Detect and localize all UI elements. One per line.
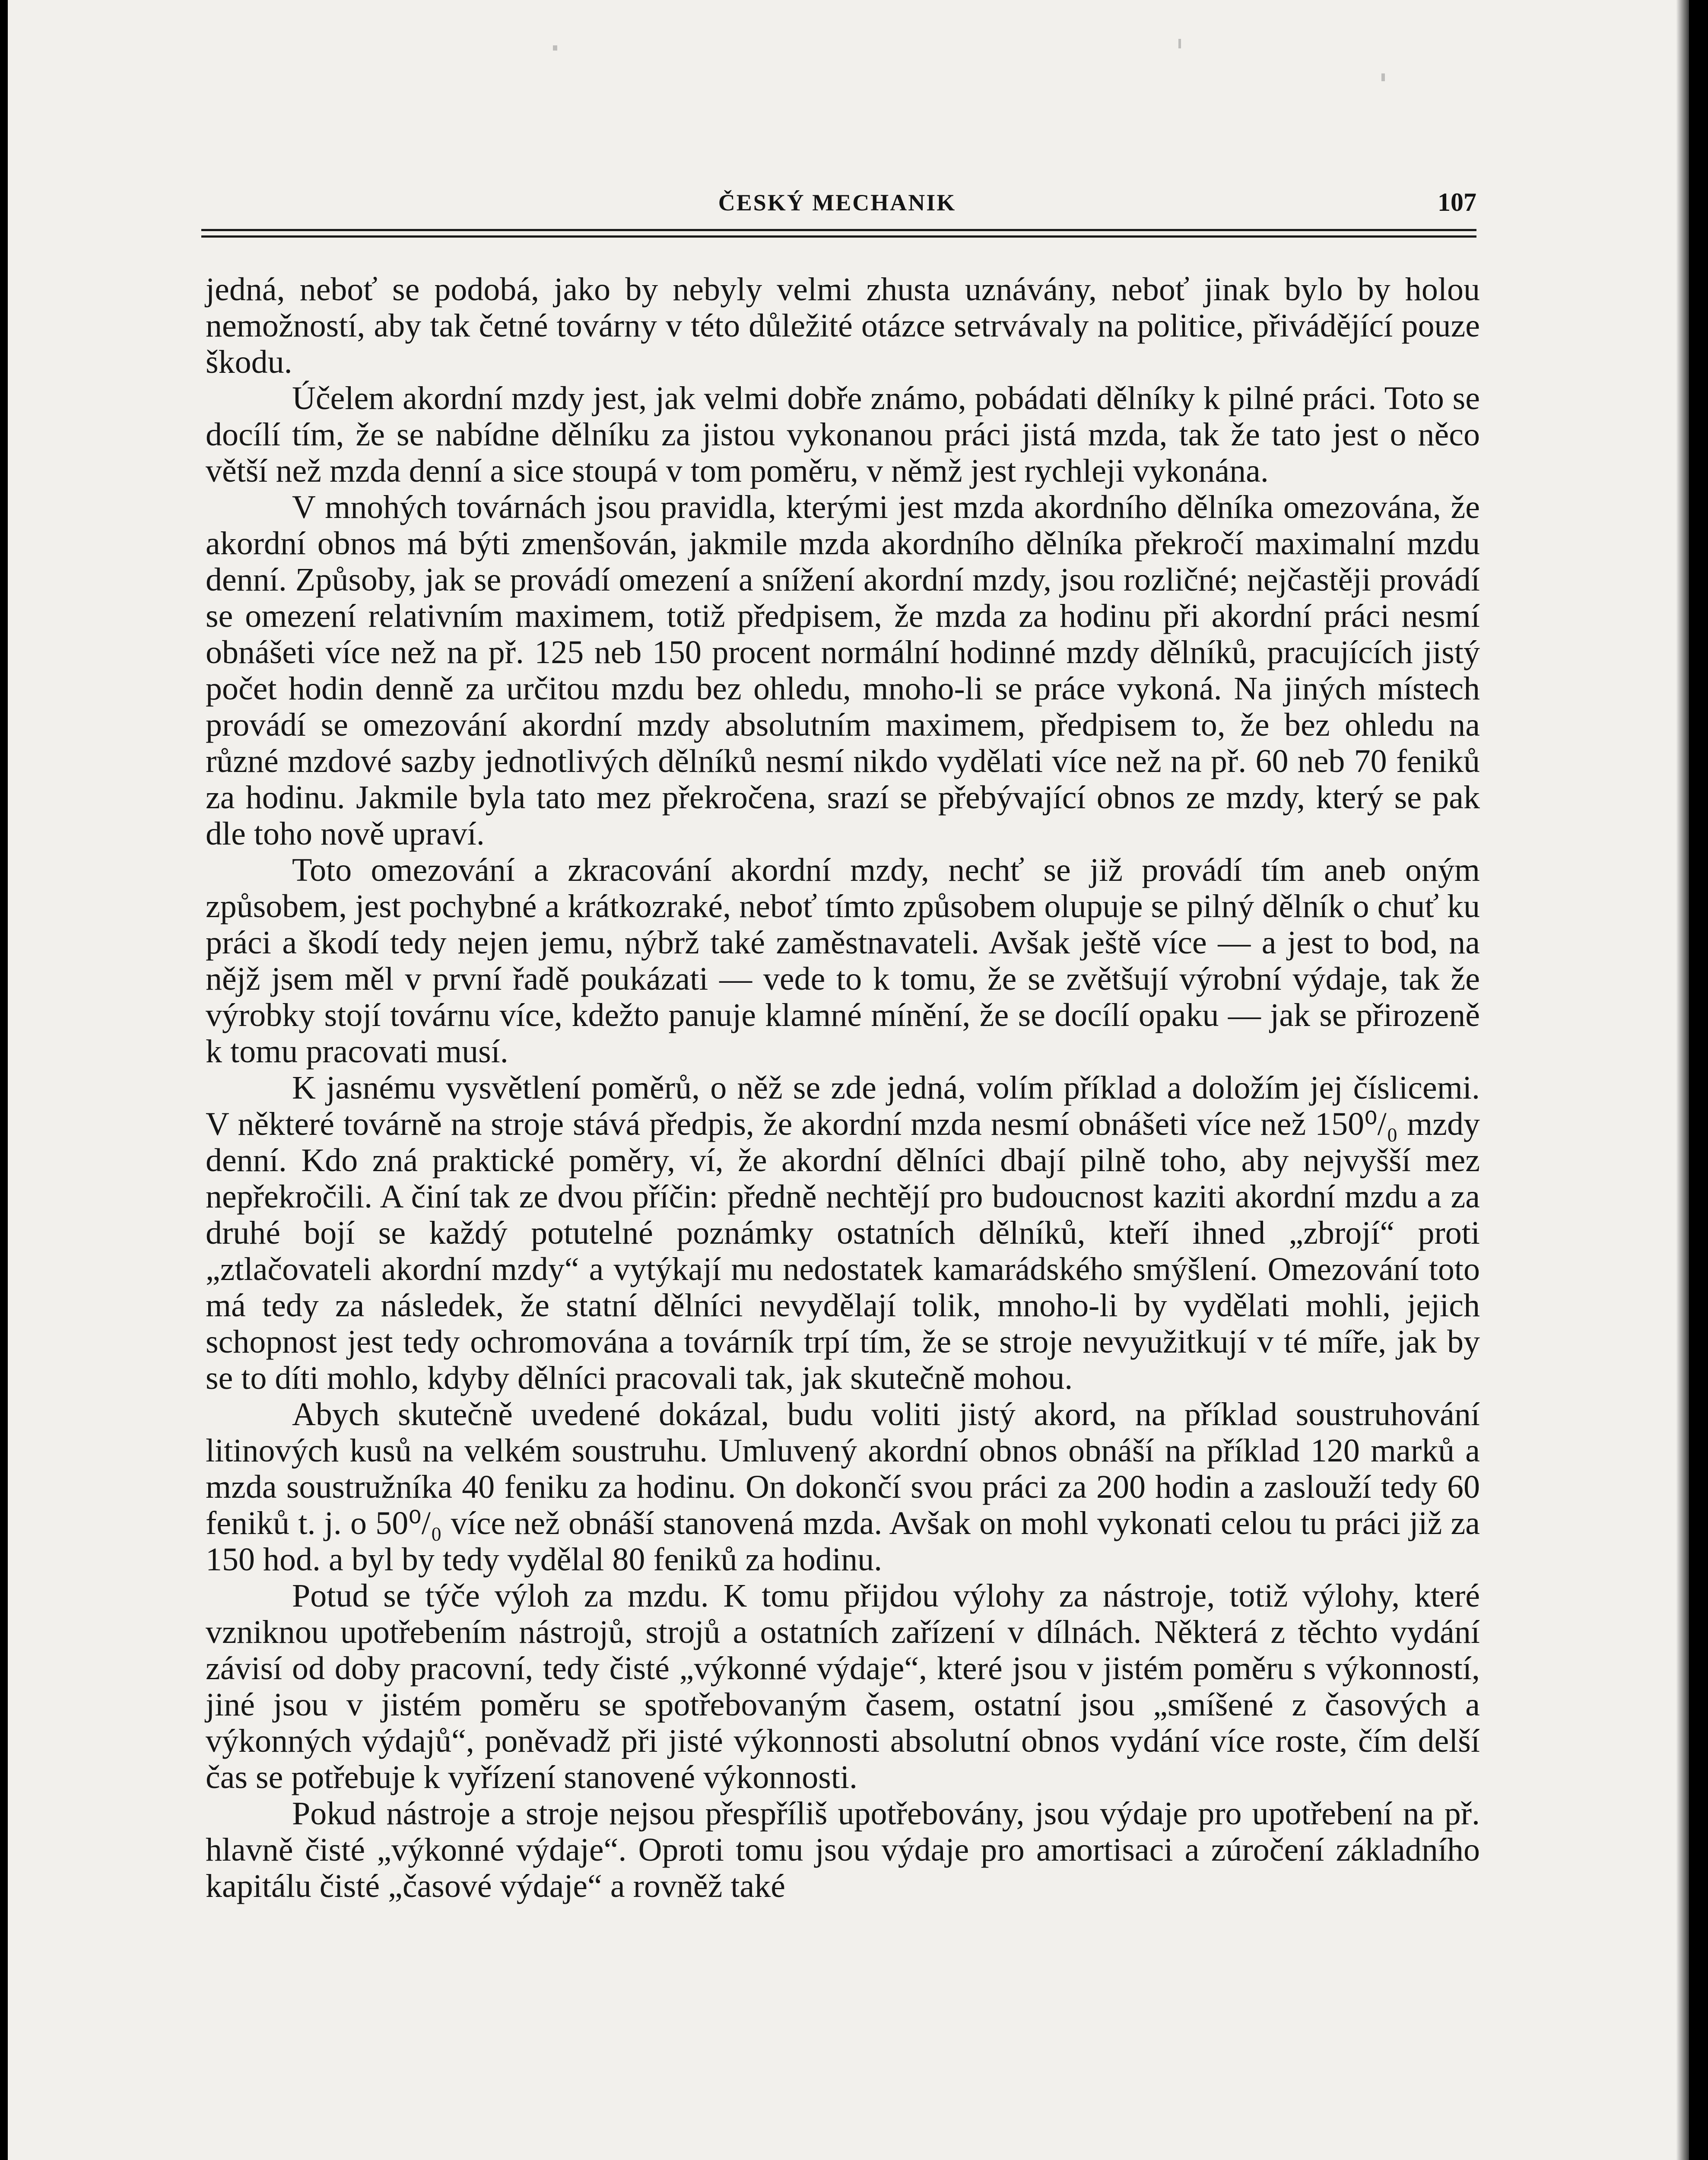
paragraph: V mnohých továrnách jsou pravidla, kterými jest mzda akordního dělníka omezována, že akordní obnos má býti zmenšován, jakmile mzda akordního dělníka překročí maximalní mzdu denní. Způsoby, jak se provádí omezení a snížení akordní mzdy, jsou rozličné; nejčastěji provádí se omezení relativním maximem, totiž předpisem, že mzda za hodinu při akordní práci nesmí obnášeti více než na př. 125 neb 150 procent normální hodinné mzdy dělníků, pracujících jistý počet hodin denně za určitou mzdu bez ohledu, mnoho-li se práce vykoná. Na jiných místech provádí se omezování akordní mzdy absolutním maximem, předpisem to, že bez ohledu na různé mzdové sazby jednotlivých dělníků nesmí nikdo vydělati více než na př. 60 neb 70 feniků za hodinu. Jakmile byla tato mez překročena, srazí se přebývající obnos ze mzdy, který se pak dle toho nově upraví. — [206, 489, 1480, 852]
header-rule-top — [201, 229, 1476, 231]
article-body — [206, 271, 1480, 1904]
paragraph: Abych skutečně uvedené dokázal, budu voliti jistý akord, na příklad soustruhování litinových kusů na velkém soustruhu. Umluvený akordní obnos obnáší na příklad 120 marků a mzda soustružníka 40 feniku za hodinu. On dokončí svou práci za 200 hodin a zaslouží tedy 60 feniků t. j. o 50⁰/₀ více než obnáší stanovená mzda. Avšak on mohl vykonati celou tu práci již za 150 hod. a byl by tedy vydělal 80 feniků za hodinu. — [206, 1396, 1480, 1578]
page-number: 107 — [1438, 188, 1476, 216]
paragraph: Účelem akordní mzdy jest, jak velmi dobře známo, pobádati dělníky k pilné práci. Toto se docílí tím, že se nabídne dělníku za jistou vykonanou práci jistá mzda, tak že tato jest o něco větší než mzda denní a sice stoupá v tom poměru, v němž jest rychleji vykonána. — [206, 380, 1480, 489]
paragraph: Pokud nástroje a stroje nejsou přespříliš upotřebovány, jsou výdaje pro upotřebení na př. hlavně čisté „výkonné výdaje“. Oproti tomu jsou výdaje pro amortisaci a zúročení základního kapitálu čisté „časové výdaje“ a rovněž také — [206, 1795, 1480, 1904]
scan-speck — [1381, 73, 1385, 81]
journal-title: ČESKÝ MECHANIK — [718, 190, 956, 216]
scan-speck — [553, 45, 557, 51]
paragraph: jedná, neboť se podobá, jako by nebyly velmi zhusta uznávány, neboť jinak bylo by holou nemožností, aby tak četné továrny v této důležité otázce setrvávaly na politice, přivádějící pouze škodu. — [206, 271, 1480, 380]
paragraph: Potud se týče výloh za mzdu. K tomu přijdou výlohy za nástroje, totiž výlohy, které vzniknou upotřebením nástrojů, strojů a ostatních zařízení v dílnách. Některá z těchto vydání závisí od doby pracovní, tedy čisté „výkonné výdaje“, které jsou v jistém poměru s výkonností, jiné jsou v jistém poměru se spotřebovaným časem, ostatní jsou „smíšené z časových a výkonných výdajů“, poněvadž při jisté výkonnosti absolutní obnos vydání více roste, čím delší čas se potřebuje k vyřízení stanovené výkonnosti. — [206, 1578, 1480, 1795]
scan-speck — [1178, 39, 1181, 48]
running-header — [198, 189, 1476, 224]
page-edge-shadow — [1676, 0, 1689, 2160]
book-page — [8, 0, 1689, 2160]
header-rule-bottom — [201, 235, 1476, 238]
paragraph: Toto omezování a zkracování akordní mzdy, nechť se již provádí tím aneb oným způsobem, jest pochybné a krátkozraké, neboť tímto způsobem olupuje se pilný dělník o chuť ku práci a škodí tedy nejen jemu, nýbrž také zaměstnavateli. Avšak ještě více — a jest to bod, na nějž jsem měl v první řadě poukázati — vede to k tomu, že se zvětšují výrobní výdaje, tak že výrobky stojí továrnu více, kdežto panuje klamné mínění, že se docílí opaku — jak se přirozeně k tomu pracovati musí. — [206, 852, 1480, 1070]
paragraph: K jasnému vysvětlení poměrů, o něž se zde jedná, volím příklad a doložím jej číslicemi. V některé továrně na stroje stává předpis, že akordní mzda nesmí obnášeti více než 150⁰/₀ mzdy denní. Kdo zná praktické poměry, ví, že akordní dělníci dbají pilně toho, aby nejvyšší mez nepřekročili. A činí tak ze dvou příčin: předně nechtějí pro budoucnost kaziti akordní mzdu a za druhé bojí se každý potutelné poznámky ostatních dělníků, kteří ihned „zbrojí“ proti „ztlačovateli akordní mzdy“ a vytýkají mu nedostatek kamarádského smýšlení. Omezování toto má tedy za následek, že statní dělníci nevydělají tolik, mnoho-li by vydělati mohli, jejich schopnost jest tedy ochromována a továrník trpí tím, že se stroje nevyužitkují v té míře, jak by se to díti mohlo, kdyby dělníci pracovali tak, jak skutečně mohou. — [206, 1070, 1480, 1396]
